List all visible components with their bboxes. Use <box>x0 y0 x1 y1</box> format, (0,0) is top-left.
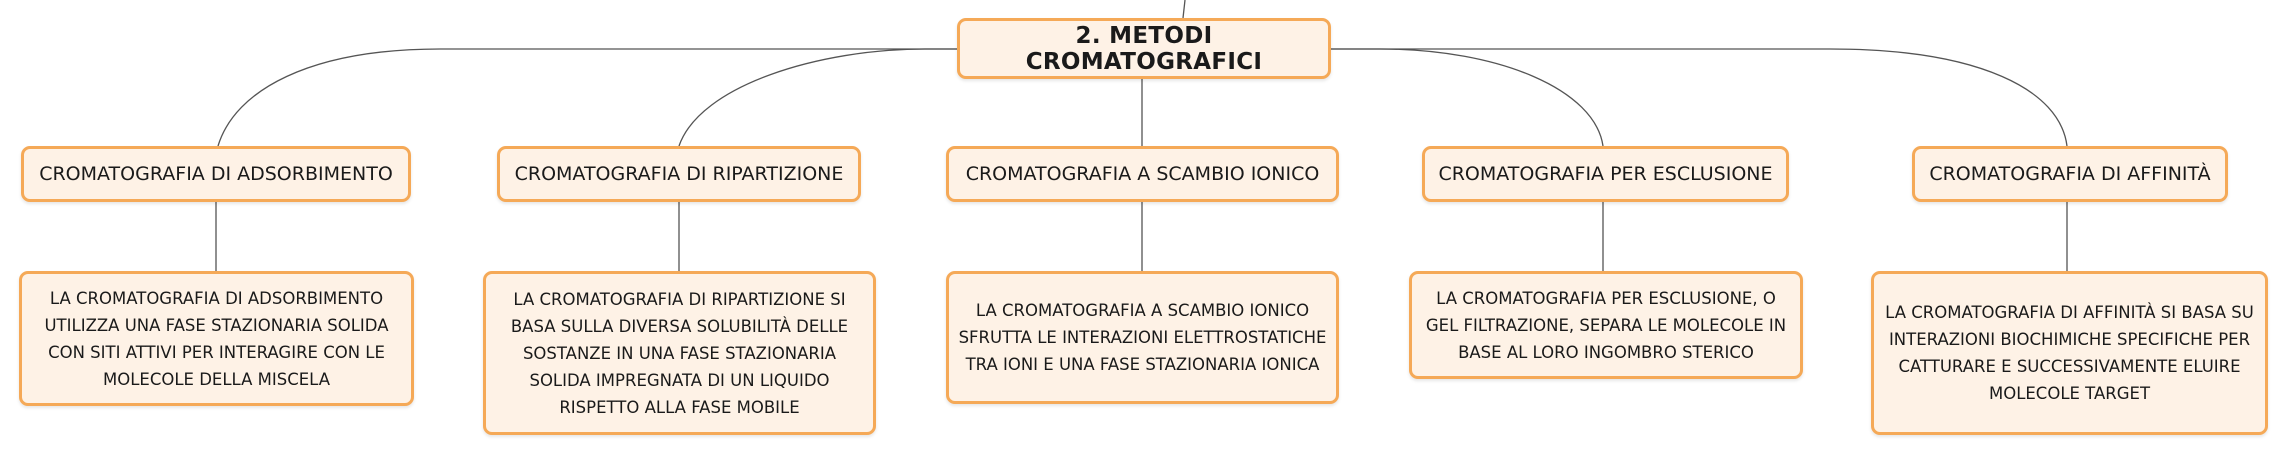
root-node[interactable] <box>957 18 1331 79</box>
description-node-ripartizione[interactable] <box>483 271 876 435</box>
connector-root-ripartizione <box>679 49 957 146</box>
description-text: LA CROMATOGRAFIA DI RIPARTIZIONE SI BASA SULLA DIVERSA SOLUBILITÀ DELLE SOSTANZE IN UNA FASE STAZIONARIA SOLIDA IMPREGNATA DI UN LIQUIDO RISPETTO ALLA FASE MOBILE <box>510 289 849 417</box>
category-title: CROMATOGRAFIA DI RIPARTIZIONE <box>514 163 844 185</box>
connector-root-adsorbimento <box>218 49 957 146</box>
category-title: CROMATOGRAFIA DI ADSORBIMENTO <box>39 163 393 185</box>
description-node-adsorbimento[interactable] <box>19 271 414 406</box>
category-node-adsorbimento[interactable] <box>21 146 411 202</box>
parent-connector <box>1183 0 1185 18</box>
category-node-ripartizione[interactable] <box>497 146 861 202</box>
category-node-esclusione[interactable] <box>1422 146 1789 202</box>
description-text: LA CROMATOGRAFIA DI ADSORBIMENTO UTILIZZA UNA FASE STAZIONARIA SOLIDA CON SITI ATTIVI PER INTERAGIRE CON LE MOLECOLE DELLA MISCELA <box>44 288 389 389</box>
category-node-scambio-ionico[interactable] <box>946 146 1339 202</box>
root-title: 2. METODI CROMATOGRAFICI <box>1025 22 1263 75</box>
category-title: CROMATOGRAFIA A SCAMBIO IONICO <box>965 163 1320 185</box>
category-node-affinita[interactable] <box>1912 146 2228 202</box>
description-text: LA CROMATOGRAFIA PER ESCLUSIONE, O GEL FILTRAZIONE, SEPARA LE MOLECOLE IN BASE AL LORO INGOMBRO STERICO <box>1425 288 1787 362</box>
category-title: CROMATOGRAFIA DI AFFINITÀ <box>1929 163 2211 185</box>
connector-root-esclusione <box>1331 49 1603 146</box>
connector-root-affinita <box>1331 49 2067 146</box>
description-text: LA CROMATOGRAFIA A SCAMBIO IONICO SFRUTTA LE INTERAZIONI ELETTROSTATICHE TRA IONI E UNA FASE STAZIONARIA IONICA <box>958 301 1327 374</box>
description-node-esclusione[interactable] <box>1409 271 1803 379</box>
description-text: LA CROMATOGRAFIA DI AFFINITÀ SI BASA SU INTERAZIONI BIOCHIMICHE SPECIFICHE PER CATTURARE E SUCCESSIVAMENTE ELUIRE MOLECOLE TARGET <box>1885 303 2254 403</box>
description-node-affinita[interactable] <box>1871 271 2268 435</box>
description-node-scambio-ionico[interactable] <box>946 271 1339 404</box>
category-title: CROMATOGRAFIA PER ESCLUSIONE <box>1438 163 1773 185</box>
